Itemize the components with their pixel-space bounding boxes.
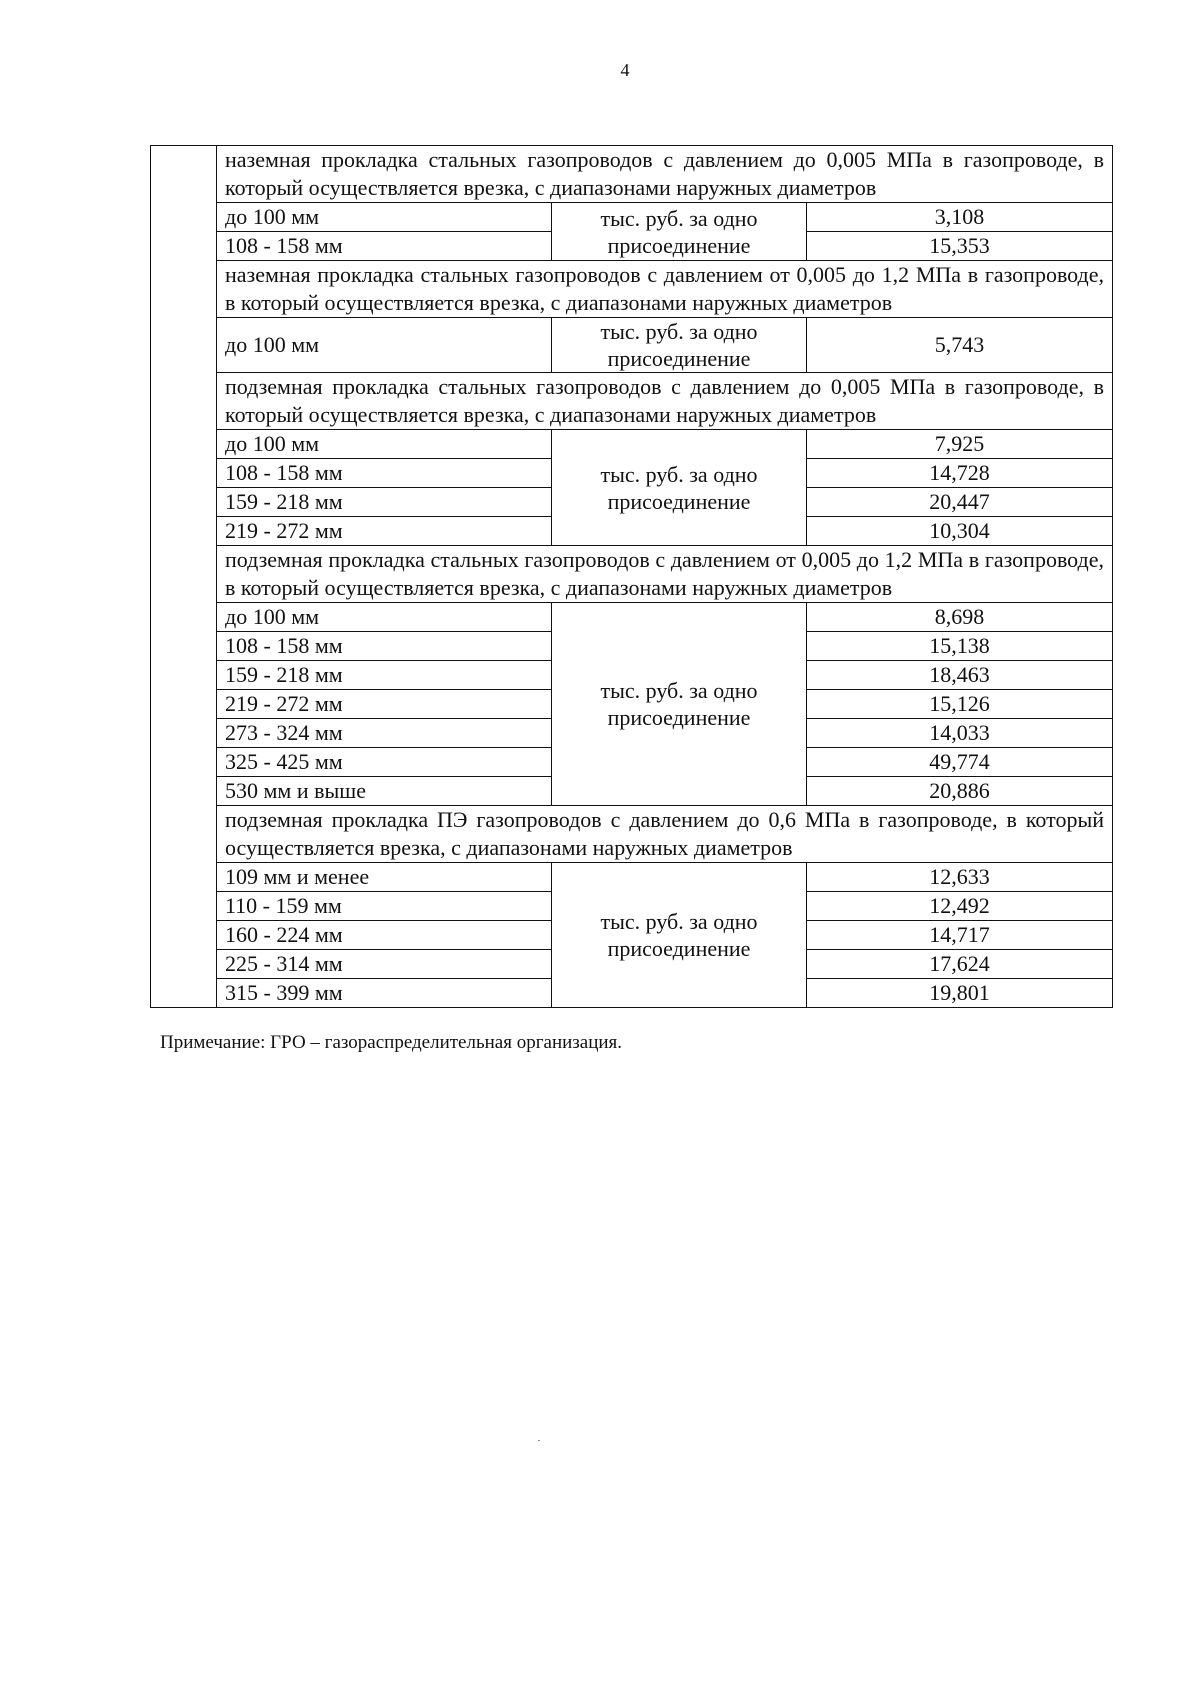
section-header: подземная прокладка стальных газопроводов с давлением до 0,005 МПа в газопроводе, в который осуществляется врезка, с диапазонами наружных диаметров [217, 373, 1113, 430]
value-cell: 15,138 [807, 632, 1113, 661]
table-row [151, 203, 1113, 232]
diameter-cell: 315 - 399 мм [217, 979, 552, 1008]
value-cell: 20,886 [807, 777, 1113, 806]
diameter-cell: 225 - 314 мм [217, 950, 552, 979]
value-cell: 8,698 [807, 603, 1113, 632]
section-header-row [151, 146, 1113, 203]
unit-cell: тыс. руб. за одно присоединение [552, 318, 807, 373]
value-cell: 20,447 [807, 488, 1113, 517]
diameter-cell: до 100 мм [217, 603, 552, 632]
unit-cell: тыс. руб. за одно присоединение [552, 203, 807, 261]
table-row [151, 863, 1113, 892]
unit-cell: тыс. руб. за одно присоединение [552, 863, 807, 1008]
section-header: наземная прокладка стальных газопроводов с давлением до 0,005 МПа в газопроводе, в который осуществляется врезка, с диапазонами наружных диаметров [217, 146, 1113, 203]
value-cell: 15,353 [807, 232, 1113, 261]
section-header-row [151, 261, 1113, 318]
table-row [151, 318, 1113, 373]
unit-cell: тыс. руб. за одно присоединение [552, 603, 807, 806]
diameter-cell: 159 - 218 мм [217, 488, 552, 517]
diameter-cell: 159 - 218 мм [217, 661, 552, 690]
diameter-cell: 530 мм и выше [217, 777, 552, 806]
value-cell: 18,463 [807, 661, 1113, 690]
unit-cell: тыс. руб. за одно присоединение [552, 430, 807, 546]
value-cell: 7,925 [807, 430, 1113, 459]
diameter-cell: 273 - 324 мм [217, 719, 552, 748]
diameter-cell: 219 - 272 мм [217, 517, 552, 546]
value-cell: 10,304 [807, 517, 1113, 546]
table-row [151, 430, 1113, 459]
diameter-cell: 108 - 158 мм [217, 632, 552, 661]
table-row [151, 603, 1113, 632]
diameter-cell: 160 - 224 мм [217, 921, 552, 950]
diameter-cell: 108 - 158 мм [217, 459, 552, 488]
value-cell: 49,774 [807, 748, 1113, 777]
diameter-cell: 109 мм и менее [217, 863, 552, 892]
section-header: наземная прокладка стальных газопроводов с давлением от 0,005 до 1,2 МПа в газопроводе, в который осуществляется врезка, с диапазонами наружных диаметров [217, 261, 1113, 318]
footnote: Примечание: ГРО – газораспределительная организация. [160, 1032, 623, 1053]
table-body [151, 146, 1113, 1008]
value-cell: 14,033 [807, 719, 1113, 748]
diameter-cell: до 100 мм [217, 203, 552, 232]
section-header-row [151, 806, 1113, 863]
value-cell: 5,743 [807, 318, 1113, 373]
value-cell: 15,126 [807, 690, 1113, 719]
value-cell: 12,492 [807, 892, 1113, 921]
section-header: подземная прокладка ПЭ газопроводов с давлением до 0,6 МПа в газопроводе, в который осуществляется врезка, с диапазонами наружных диаметров [217, 806, 1113, 863]
value-cell: 19,801 [807, 979, 1113, 1008]
diameter-cell: до 100 мм [217, 430, 552, 459]
section-header: подземная прокладка стальных газопроводов с давлением от 0,005 до 1,2 МПа в газопроводе, в который осуществляется врезка, с диапазонами наружных диаметров [217, 546, 1113, 603]
tariff-table [150, 145, 1113, 1008]
page-number: 4 [620, 60, 630, 80]
value-cell: 12,633 [807, 863, 1113, 892]
value-cell: 17,624 [807, 950, 1113, 979]
value-cell: 3,108 [807, 203, 1113, 232]
diameter-cell: 110 - 159 мм [217, 892, 552, 921]
diameter-cell: 325 - 425 мм [217, 748, 552, 777]
value-cell: 14,717 [807, 921, 1113, 950]
blank-column-cell [151, 146, 217, 1008]
value-cell: 14,728 [807, 459, 1113, 488]
diameter-cell: до 100 мм [217, 318, 552, 373]
diameter-cell: 219 - 272 мм [217, 690, 552, 719]
scan-speck [538, 1440, 540, 1441]
section-header-row [151, 373, 1113, 430]
section-header-row [151, 546, 1113, 603]
diameter-cell: 108 - 158 мм [217, 232, 552, 261]
